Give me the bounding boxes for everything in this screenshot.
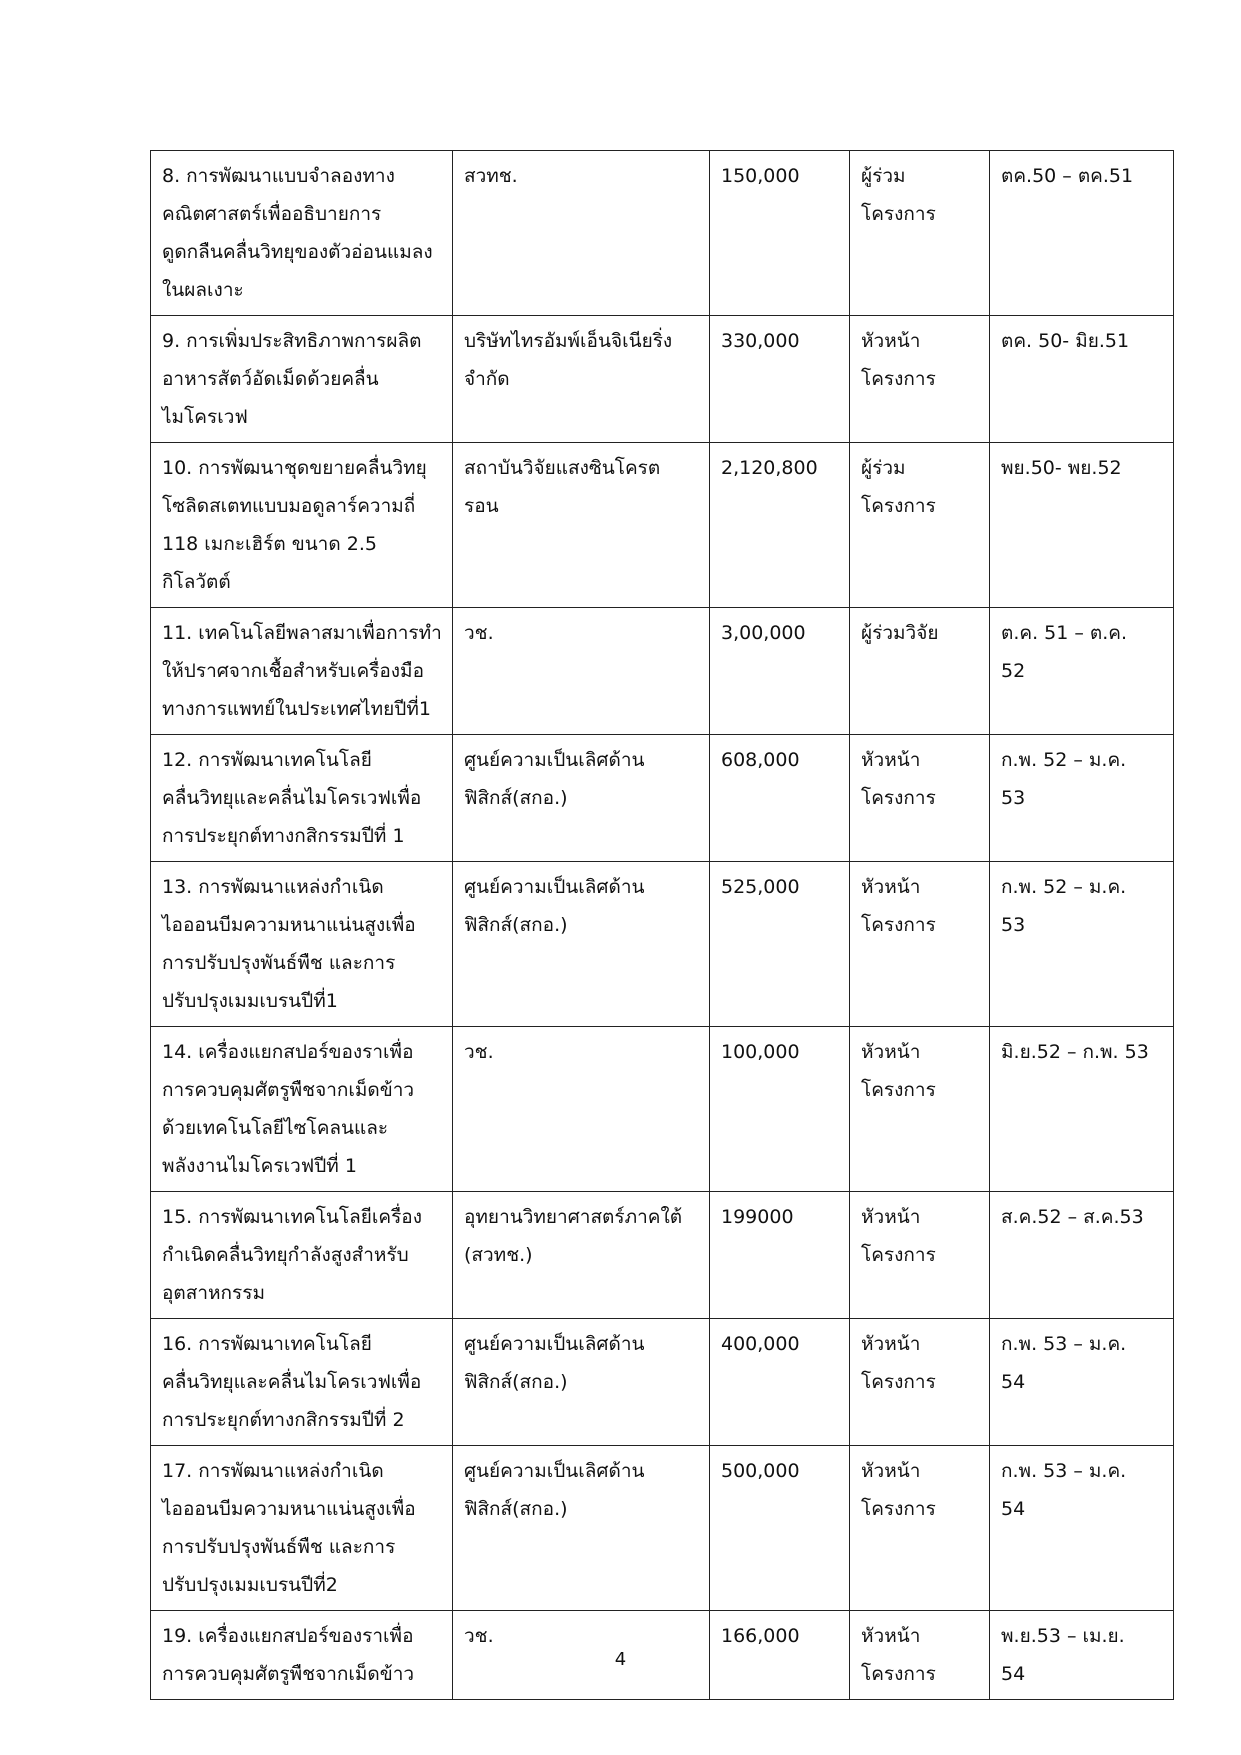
cell-text-line: ไอออนบีมความหนาแน่นสูงเพื่อ	[162, 914, 416, 936]
cell-text-line: การประยุกต์ทางกสิกรรมปีที่ 2	[162, 1409, 405, 1431]
cell-text-line: ก.พ. 53 – ม.ค.	[1001, 1460, 1127, 1482]
cell-text: 608,000	[721, 749, 800, 771]
cell-text-line: 52	[1001, 660, 1026, 682]
role-cell	[850, 1027, 990, 1192]
cell-text: 100,000	[721, 1041, 800, 1063]
period-cell	[990, 1446, 1174, 1611]
cell-text-line: ฟิสิกส์(สกอ.)	[464, 1498, 568, 1520]
table-body	[151, 151, 1174, 1700]
cell-text-line: โครงการ	[861, 1244, 936, 1266]
cell-text-line: 53	[1001, 914, 1026, 936]
cell-text-line: คณิตศาสตร์เพื่ออธิบายการ	[162, 203, 382, 225]
cell-text-line: ส.ค.52 – ส.ค.53	[1001, 1206, 1144, 1228]
cell-text-line: โซลิดสเตทแบบมอดูลาร์ความถี่	[162, 495, 416, 517]
cell-text-line: 54	[1001, 1498, 1026, 1520]
cell-text-line: 12. การพัฒนาเทคโนโลยี	[162, 749, 372, 771]
cell-text-line: หัวหน้า	[861, 1460, 921, 1482]
cell-text-line: ศูนย์ความเป็นเลิศด้าน	[464, 1333, 645, 1355]
funding-source-cell	[453, 862, 710, 1027]
cell-text-line: 17. การพัฒนาแหล่งกำเนิด	[162, 1460, 384, 1482]
cell-text-line: หัวหน้า	[861, 1206, 921, 1228]
cell-text-line: หัวหน้า	[861, 876, 921, 898]
cell-text-line: การปรับปรุงพันธ์พืช และการ	[162, 1536, 396, 1558]
cell-text-line: อุทยานวิทยาศาสตร์ภาคใต้	[464, 1206, 683, 1228]
cell-text: 2,120,800	[721, 457, 818, 479]
cell-text: 330,000	[721, 330, 800, 352]
budget-cell	[710, 1319, 850, 1446]
cell-text-line: กิโลวัตต์	[162, 571, 231, 593]
cell-text-line: 118 เมกะเฮิร์ต ขนาด 2.5	[162, 533, 377, 555]
table-row	[151, 1446, 1174, 1611]
budget-cell	[710, 862, 850, 1027]
cell-text-line: ผู้ร่วม	[861, 457, 906, 479]
cell-text-line: ไอออนบีมความหนาแน่นสูงเพื่อ	[162, 1498, 416, 1520]
cell-text-line: 10. การพัฒนาชุดขยายคลื่นวิทยุ	[162, 457, 427, 479]
cell-text-line: (สวทช.)	[464, 1244, 533, 1266]
cell-text-line: คลื่นวิทยุและคลื่นไมโครเวฟเพื่อ	[162, 1371, 422, 1393]
role-cell	[850, 1319, 990, 1446]
cell-text-line: โครงการ	[861, 1498, 936, 1520]
cell-text-line: การควบคุมศัตรูพืชจากเม็ดข้าว	[162, 1663, 415, 1685]
cell-text-line: โครงการ	[861, 787, 936, 809]
cell-text-line: ผู้ร่วม	[861, 165, 906, 187]
cell-text-line: ศูนย์ความเป็นเลิศด้าน	[464, 1460, 645, 1482]
cell-text-line: ศูนย์ความเป็นเลิศด้าน	[464, 876, 645, 898]
budget-cell	[710, 1192, 850, 1319]
funding-source-cell	[453, 316, 710, 443]
cell-text-line: ทางการแพทย์ในประเทศไทยปีที่1	[162, 698, 431, 720]
cell-text-line: ฟิสิกส์(สกอ.)	[464, 787, 568, 809]
period-cell	[990, 608, 1174, 735]
cell-text-line: หัวหน้า	[861, 1333, 921, 1355]
cell-text: 166,000	[721, 1625, 800, 1647]
cell-text-line: ฟิสิกส์(สกอ.)	[464, 914, 568, 936]
cell-text: 199000	[721, 1206, 794, 1228]
cell-text-line: ก.พ. 53 – ม.ค.	[1001, 1333, 1127, 1355]
research-projects-table	[150, 150, 1174, 1700]
role-cell	[850, 735, 990, 862]
funding-source-cell	[453, 608, 710, 735]
cell-text-line: โครงการ	[861, 914, 936, 936]
cell-text-line: วช.	[464, 622, 494, 644]
cell-text-line: 53	[1001, 787, 1026, 809]
project-title-cell	[151, 443, 453, 608]
role-cell	[850, 862, 990, 1027]
cell-text-line: ฟิสิกส์(สกอ.)	[464, 1371, 568, 1393]
cell-text-line: การประยุกต์ทางกสิกรรมปีที่ 1	[162, 825, 405, 847]
cell-text-line: กำเนิดคลื่นวิทยุกำลังสูงสำหรับ	[162, 1244, 409, 1266]
cell-text-line: โครงการ	[861, 368, 936, 390]
cell-text-line: 8. การพัฒนาแบบจำลองทาง	[162, 165, 395, 187]
cell-text-line: โครงการ	[861, 203, 936, 225]
cell-text: 3,00,000	[721, 622, 806, 644]
project-title-cell	[151, 1027, 453, 1192]
cell-text-line: 13. การพัฒนาแหล่งกำเนิด	[162, 876, 384, 898]
cell-text-line: หัวหน้า	[861, 1041, 921, 1063]
cell-text: 400,000	[721, 1333, 800, 1355]
role-cell	[850, 151, 990, 316]
cell-text: 150,000	[721, 165, 800, 187]
cell-text-line: การควบคุมศัตรูพืชจากเม็ดข้าว	[162, 1079, 415, 1101]
cell-text-line: ปรับปรุงเมมเบรนปีที่1	[162, 990, 338, 1012]
cell-text-line: อุตสาหกรรม	[162, 1282, 265, 1304]
project-title-cell	[151, 608, 453, 735]
cell-text-line: 19. เครื่องแยกสปอร์ของราเพื่อ	[162, 1625, 414, 1647]
cell-text-line: การปรับปรุงพันธ์พืช และการ	[162, 952, 396, 974]
table-row	[151, 316, 1174, 443]
budget-cell	[710, 1027, 850, 1192]
cell-text-line: ปรับปรุงเมมเบรนปีที่2	[162, 1574, 338, 1596]
cell-text: 525,000	[721, 876, 800, 898]
cell-text-line: อาหารสัตว์อัดเม็ดด้วยคลื่น	[162, 368, 379, 390]
period-cell	[990, 735, 1174, 862]
cell-text-line: พ.ย.53 – เม.ย.	[1001, 1625, 1125, 1647]
cell-text-line: พย.50- พย.52	[1001, 457, 1122, 479]
cell-text-line: 54	[1001, 1371, 1026, 1393]
page-number: 4	[614, 1649, 627, 1670]
cell-text-line: โครงการ	[861, 1663, 936, 1685]
cell-text-line: ผู้ร่วมวิจัย	[861, 622, 939, 644]
cell-text-line: ให้ปราศจากเชื้อสำหรับเครื่องมือ	[162, 660, 424, 682]
cell-text-line: วช.	[464, 1041, 494, 1063]
period-cell	[990, 1027, 1174, 1192]
role-cell	[850, 608, 990, 735]
cell-text-line: โครงการ	[861, 495, 936, 517]
funding-source-cell	[453, 151, 710, 316]
table-row	[151, 443, 1174, 608]
cell-text-line: 11. เทคโนโลยีพลาสมาเพื่อการทำ	[162, 622, 442, 644]
cell-text-line: ศูนย์ความเป็นเลิศด้าน	[464, 749, 645, 771]
budget-cell	[710, 1446, 850, 1611]
funding-source-cell	[453, 1446, 710, 1611]
budget-cell	[710, 735, 850, 862]
role-cell	[850, 1192, 990, 1319]
cell-text-line: ตค. 50- มิย.51	[1001, 330, 1130, 352]
project-title-cell	[151, 316, 453, 443]
table-row	[151, 1192, 1174, 1319]
period-cell	[990, 151, 1174, 316]
project-title-cell	[151, 1192, 453, 1319]
cell-text-line: ก.พ. 52 – ม.ค.	[1001, 876, 1127, 898]
table-row	[151, 151, 1174, 316]
cell-text-line: ก.พ. 52 – ม.ค.	[1001, 749, 1127, 771]
period-cell	[990, 1319, 1174, 1446]
period-cell	[990, 316, 1174, 443]
cell-text-line: พลังงานไมโครเวฟปีที่ 1	[162, 1155, 357, 1177]
cell-text-line: คลื่นวิทยุและคลื่นไมโครเวฟเพื่อ	[162, 787, 422, 809]
period-cell	[990, 443, 1174, 608]
cell-text-line: 16. การพัฒนาเทคโนโลยี	[162, 1333, 372, 1355]
cell-text-line: หัวหน้า	[861, 1625, 921, 1647]
project-title-cell	[151, 735, 453, 862]
cell-text: 500,000	[721, 1460, 800, 1482]
project-title-cell	[151, 151, 453, 316]
period-cell	[990, 862, 1174, 1027]
cell-text-line: หัวหน้า	[861, 330, 921, 352]
cell-text-line: ในผลเงาะ	[162, 279, 244, 301]
budget-cell	[710, 151, 850, 316]
budget-cell	[710, 316, 850, 443]
cell-text-line: หัวหน้า	[861, 749, 921, 771]
cell-text-line: จำกัด	[464, 368, 510, 390]
cell-text-line: ด้วยเทคโนโลยีไซโคลนและ	[162, 1117, 389, 1139]
table-row	[151, 1319, 1174, 1446]
cell-text-line: 9. การเพิ่มประสิทธิภาพการผลิต	[162, 330, 422, 352]
role-cell	[850, 316, 990, 443]
cell-text-line: ต.ค. 51 – ต.ค.	[1001, 622, 1128, 644]
cell-text-line: 15. การพัฒนาเทคโนโลยีเครื่อง	[162, 1206, 422, 1228]
cell-text-line: สถาบันวิจัยแสงซินโครต	[464, 457, 661, 479]
table-row	[151, 608, 1174, 735]
cell-text-line: วช.	[464, 1625, 494, 1647]
cell-text-line: โครงการ	[861, 1371, 936, 1393]
cell-text-line: สวทช.	[464, 165, 518, 187]
funding-source-cell	[453, 735, 710, 862]
cell-text-line: 14. เครื่องแยกสปอร์ของราเพื่อ	[162, 1041, 414, 1063]
cell-text-line: โครงการ	[861, 1079, 936, 1101]
role-cell	[850, 1446, 990, 1611]
cell-text-line: 54	[1001, 1663, 1026, 1685]
funding-source-cell	[453, 443, 710, 608]
table-row	[151, 862, 1174, 1027]
role-cell	[850, 443, 990, 608]
table-row	[151, 735, 1174, 862]
project-title-cell	[151, 1319, 453, 1446]
period-cell	[990, 1192, 1174, 1319]
cell-text-line: ดูดกลืนคลื่นวิทยุของตัวอ่อนแมลง	[162, 241, 433, 263]
cell-text-line: ตค.50 – ตค.51	[1001, 165, 1134, 187]
funding-source-cell	[453, 1192, 710, 1319]
funding-source-cell	[453, 1027, 710, 1192]
cell-text-line: ไมโครเวฟ	[162, 406, 248, 428]
cell-text-line: มิ.ย.52 – ก.พ. 53	[1001, 1041, 1149, 1063]
funding-source-cell	[453, 1319, 710, 1446]
project-title-cell	[151, 1446, 453, 1611]
cell-text-line: บริษัทไทรอัมพ์เอ็นจิเนียริ่ง	[464, 330, 673, 352]
budget-cell	[710, 608, 850, 735]
cell-text-line: รอน	[464, 495, 499, 517]
budget-cell	[710, 443, 850, 608]
table-row	[151, 1027, 1174, 1192]
project-title-cell	[151, 862, 453, 1027]
